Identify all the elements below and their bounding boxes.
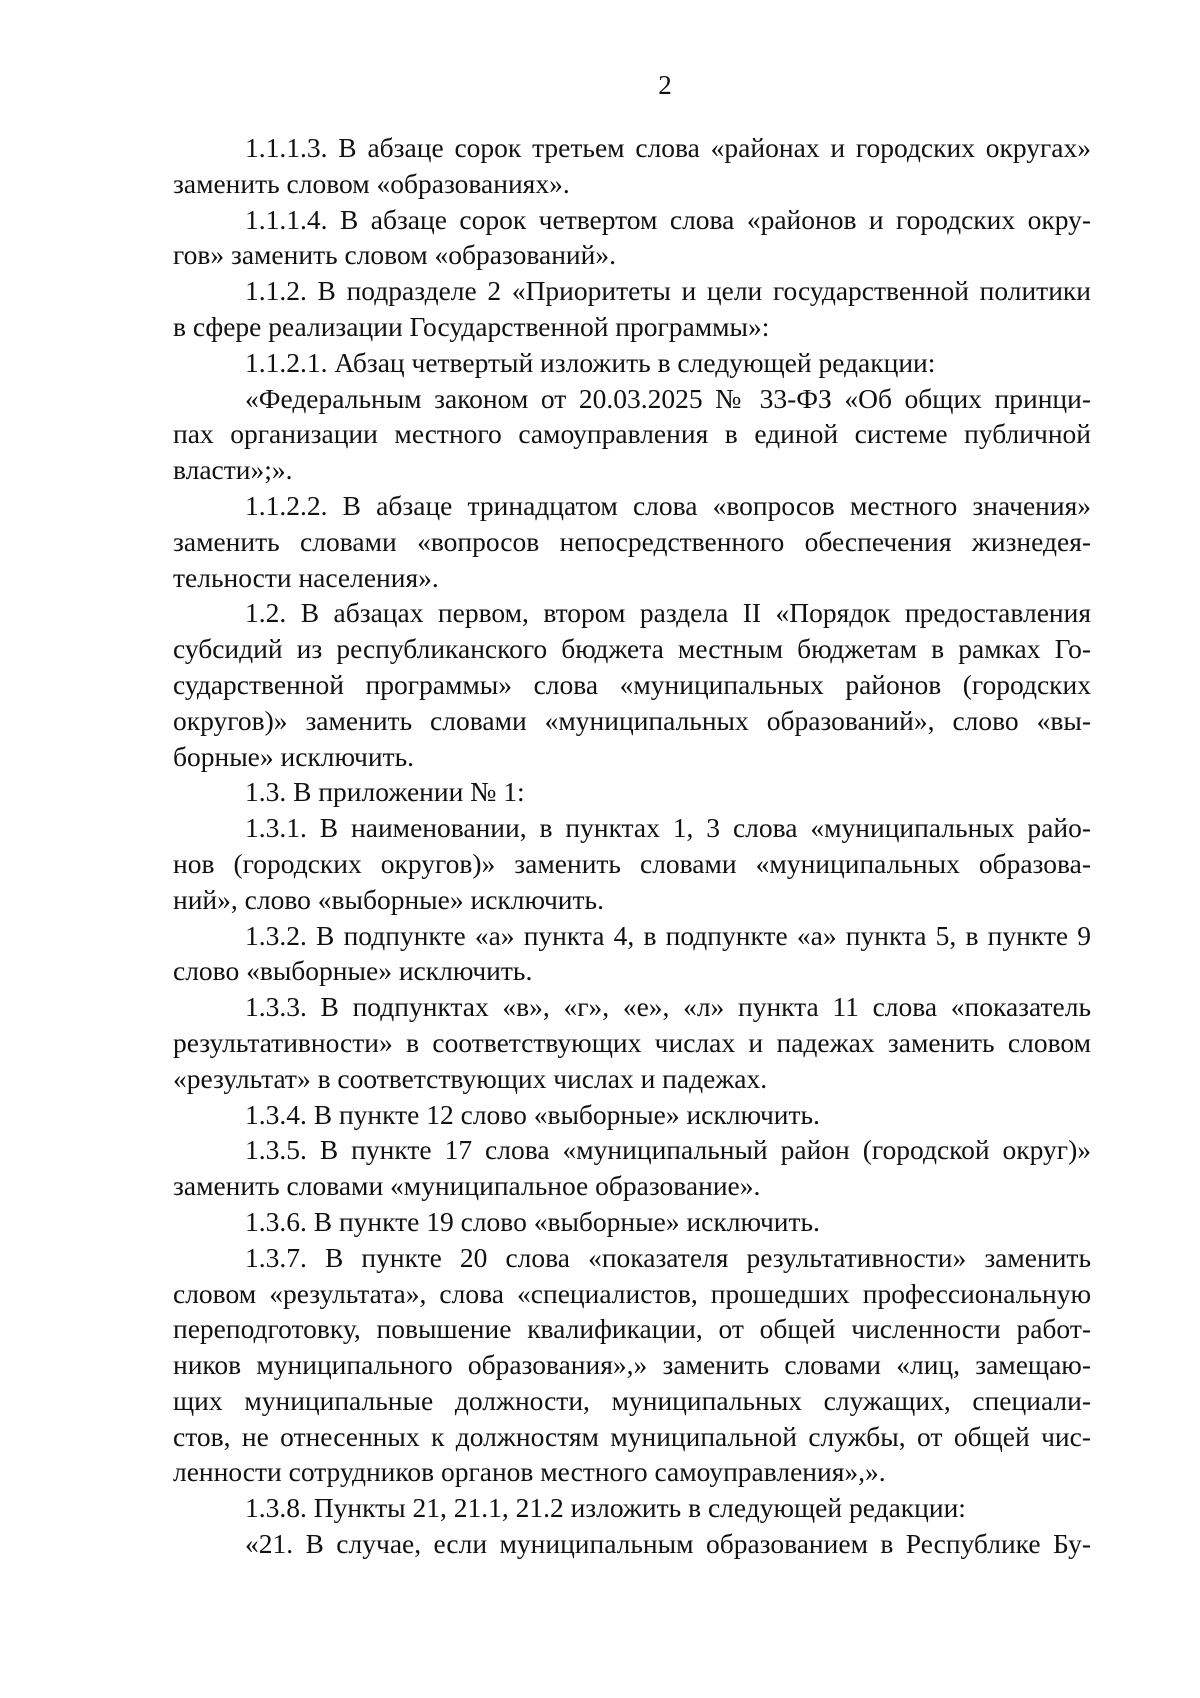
paragraph-line: словом «результата», слова «специалистов, прошедших профессиональную xyxy=(173,1277,1091,1309)
paragraph-line: «21. В случае, если муниципальным образованием в Республике Бу- xyxy=(245,1528,1091,1560)
document-paragraph xyxy=(173,130,1091,202)
paragraph-line: сударственной программы» слова «муниципальных районов (городских xyxy=(173,668,1091,700)
document-paragraph xyxy=(173,1526,1091,1562)
paragraph-line: 1.3.8. Пункты 21, 21.1, 21.2 изложить в следующей редакции: xyxy=(245,1492,966,1524)
paragraph-line: 1.3.5. В пункте 17 слова «муниципальный район (городской округ)» xyxy=(245,1134,1091,1166)
paragraph-line: пах организации местного самоуправления в единой системе публичной xyxy=(173,418,1091,450)
paragraph-line: 1.2. В абзацах первом, втором раздела II «Порядок предоставления xyxy=(245,597,1091,629)
document-paragraph xyxy=(173,1204,1091,1240)
paragraph-line: «результат» в соответствующих числах и падежах. xyxy=(173,1062,768,1094)
paragraph-line: заменить словом «образованиях». xyxy=(173,167,570,199)
paragraph-line: ников муниципального образования»,» заменить словами «лиц, замещаю- xyxy=(173,1349,1091,1381)
document-paragraph xyxy=(173,989,1091,1096)
paragraph-line: 1.3. В приложении № 1: xyxy=(245,776,525,808)
paragraph-line: 1.1.1.4. В абзаце сорок четвертом слова «районов и городских окру- xyxy=(245,203,1091,235)
paragraph-line: 1.1.1.3. В абзаце сорок третьем слова «районах и городских округах» xyxy=(245,132,1091,163)
document-paragraph xyxy=(173,273,1091,345)
paragraph-line: 1.1.2. В подразделе 2 «Приоритеты и цели государственной политики xyxy=(245,275,1091,307)
paragraph-line: результативности» в соответствующих числах и падежах заменить словом xyxy=(173,1026,1091,1058)
paragraph-line: округов)» заменить словами «муниципальных образований», слово «вы- xyxy=(173,704,1091,736)
document-paragraph xyxy=(173,1132,1091,1204)
paragraph-line: щих муниципальные должности, муниципальных служащих, специали- xyxy=(173,1384,1091,1416)
paragraph-line: 1.3.1. В наименовании, в пунктах 1, 3 слова «муниципальных райо- xyxy=(245,812,1091,844)
paragraph-line: переподготовку, повышение квалификации, от общей численности работ- xyxy=(173,1313,1091,1345)
paragraph-line: 1.3.4. В пункте 12 слово «выборные» исключить. xyxy=(245,1098,820,1130)
document-paragraph xyxy=(173,345,1091,381)
page-number: 2 xyxy=(658,70,672,100)
document-paragraph xyxy=(173,488,1091,595)
paragraph-line: ний», слово «выборные» исключить. xyxy=(173,883,604,915)
document-paragraph xyxy=(173,1240,1091,1491)
document-paragraph xyxy=(173,918,1091,990)
paragraph-line: 1.3.3. В подпунктах «в», «г», «е», «л» пункта 11 слова «показатель xyxy=(245,991,1091,1023)
paragraph-line: 1.3.6. В пункте 19 слово «выборные» исключить. xyxy=(245,1205,820,1237)
paragraph-line: нов (городских округов)» заменить словами «муниципальных образова- xyxy=(173,847,1091,879)
paragraph-line: слово «выборные» исключить. xyxy=(173,955,533,987)
paragraph-line: 1.1.2.2. В абзаце тринадцатом слова «вопросов местного значения» xyxy=(245,489,1091,521)
paragraph-line: стов, не отнесенных к должностям муниципальной службы, от общей чис- xyxy=(173,1420,1091,1452)
paragraph-line: власти»;». xyxy=(173,454,293,486)
paragraph-line: борные» исключить. xyxy=(173,740,415,772)
document-body xyxy=(173,130,1091,1562)
paragraph-line: заменить словами «вопросов непосредственного обеспечения жизнедея- xyxy=(173,525,1091,557)
document-paragraph xyxy=(173,810,1091,917)
document-paragraph xyxy=(173,595,1091,774)
paragraph-line: в сфере реализации Государственной программы»: xyxy=(173,310,770,342)
document-paragraph xyxy=(173,202,1091,274)
document-paragraph xyxy=(173,1490,1091,1526)
paragraph-line: заменить словами «муниципальное образование». xyxy=(173,1170,761,1202)
document-paragraph xyxy=(173,1097,1091,1133)
paragraph-line: субсидий из республиканского бюджета местным бюджетам в рамках Го- xyxy=(173,633,1091,665)
paragraph-line: «Федеральным законом от 20.03.2025 № 33-ФЗ «Об общих принци- xyxy=(245,382,1091,414)
paragraph-line: 1.3.2. В подпункте «а» пункта 4, в подпункте «а» пункта 5, в пункте 9 xyxy=(245,919,1091,951)
paragraph-line: ленности сотрудников органов местного самоуправления»,». xyxy=(173,1456,886,1488)
paragraph-line: гов» заменить словом «образований». xyxy=(173,239,616,271)
paragraph-line: 1.3.7. В пункте 20 слова «показателя результативности» заменить xyxy=(245,1241,1091,1273)
document-paragraph xyxy=(173,381,1091,488)
paragraph-line: тельности населения». xyxy=(173,561,439,593)
document-paragraph xyxy=(173,774,1091,810)
paragraph-line: 1.1.2.1. Абзац четвертый изложить в следующей редакции: xyxy=(245,346,936,378)
